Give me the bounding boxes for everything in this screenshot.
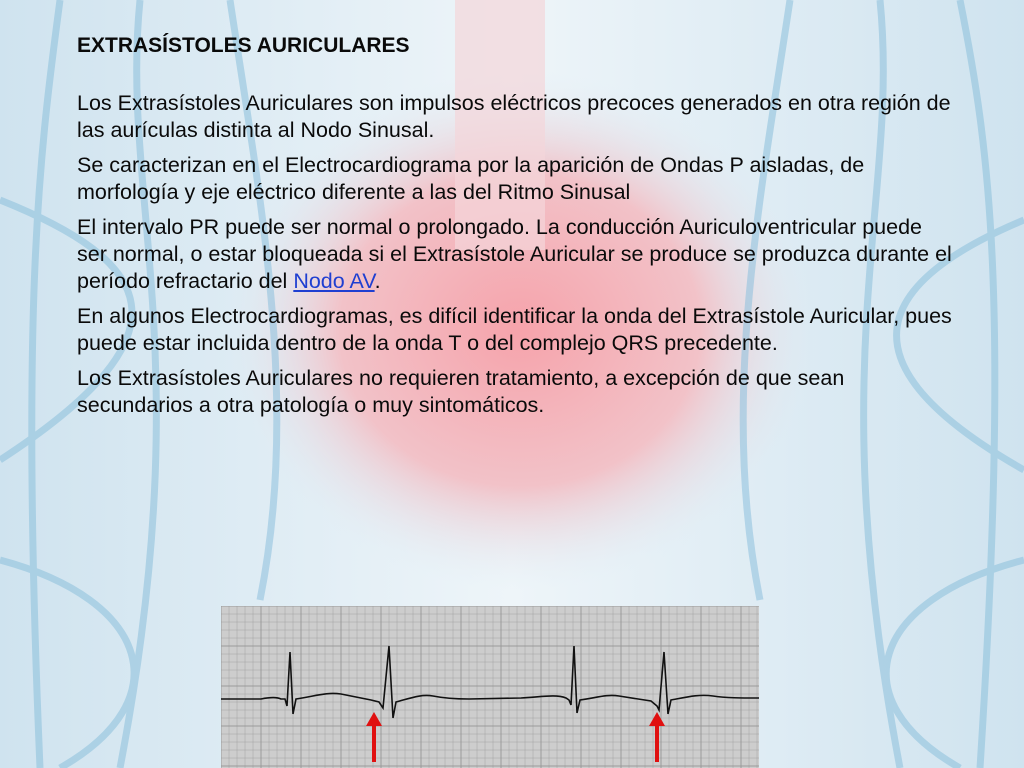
ecg-strip: [221, 606, 759, 768]
paragraph-5: Los Extrasístoles Auriculares no requieren tratamiento, a excepción de que sean secundarios a otra patología o muy sintomáticos.: [77, 366, 845, 417]
paragraph-4: En algunos Electrocardiogramas, es difícil identificar la onda del Extrasístole Auricular, pues puede estar incluida dentro de la onda T o del complejo QRS precedente.: [77, 304, 952, 355]
paragraph-3: [77, 214, 957, 295]
paragraph-3-text: El intervalo PR puede ser normal o prolongado. La conducción Auriculoventricular puede ser normal, o estar bloqueada si el Extrasístole Auricular se produce se produzca durante el período refractario del: [77, 215, 952, 293]
paragraph-3-end: .: [374, 269, 381, 293]
slide-content: [77, 32, 957, 427]
paragraph-2: Se caracterizan en el Electrocardiograma por la aparición de Ondas P aisladas, de morfología y eje eléctrico diferente a las del Ritmo Sinusal: [77, 153, 865, 204]
slide-title: EXTRASÍSTOLES AURICULARES: [77, 34, 410, 57]
ecg-background: [221, 606, 759, 768]
nodo-av-link[interactable]: Nodo AV: [293, 269, 375, 293]
paragraph-1: Los Extrasístoles Auriculares son impulsos eléctricos precoces generados en otra región de las aurículas distinta al Nodo Sinusal.: [77, 91, 951, 142]
